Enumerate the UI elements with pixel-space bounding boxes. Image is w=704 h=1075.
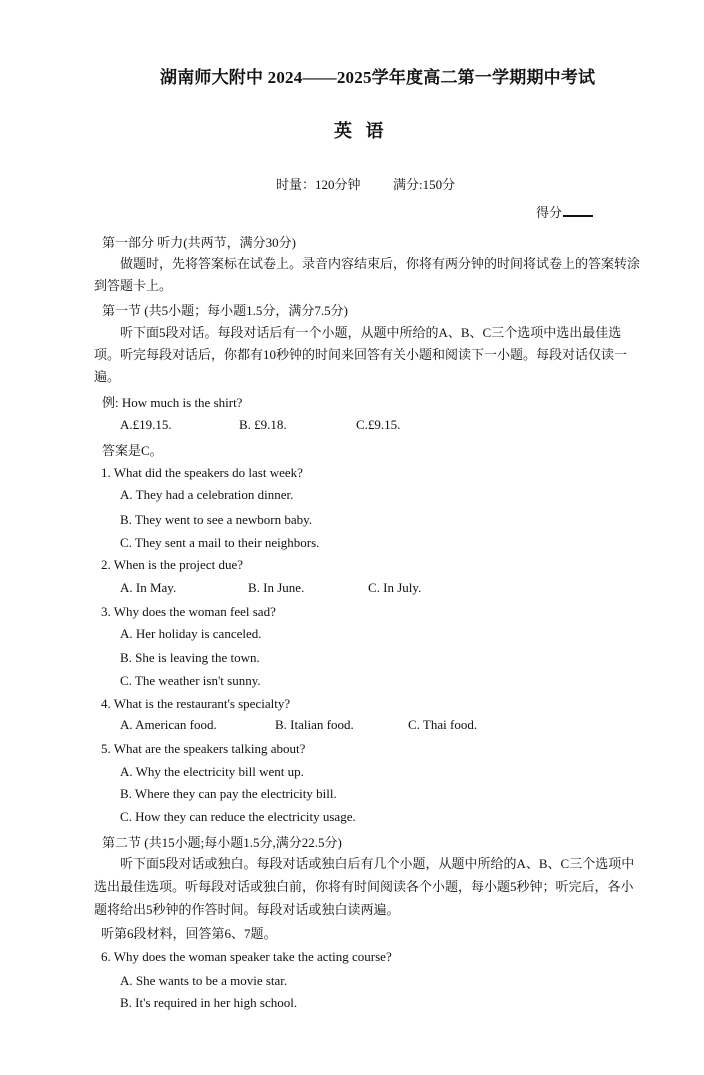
q5-option-c: C. How they can reduce the electricity usage. (120, 809, 356, 824)
q3-option-a: A. Her holiday is canceled. (120, 626, 262, 641)
question-4: 4. What is the restaurant's specialty? (101, 696, 291, 711)
q1-option-a: A. They had a celebration dinner. (120, 487, 294, 502)
q2-option-a: A. In May. (120, 580, 177, 595)
exam-title: 湖南师大附中 2024——2025学年度高二第一学期期中考试 (160, 68, 596, 87)
score-field-label: 得分 (536, 205, 563, 220)
q2-option-b: B. In June. (248, 580, 305, 595)
section1-instruction: 听下面5段对话。每段对话后有一个小题，从题中所给的A、B、C三个选项中选出最佳选项。听完每段对话后，你都有10秒钟的时间来回答有关小题和阅读下一小题。每段对话仅读一遍。 (94, 325, 628, 384)
example-option-b: B. £9.18. (239, 417, 287, 432)
q4-option-c: C. Thai food. (408, 717, 478, 732)
q1-option-c: C. They sent a mail to their neighbors. (120, 535, 320, 550)
score-field (536, 202, 593, 221)
question-1: 1. What did the speakers do last week? (101, 465, 303, 480)
question-5: 5. What are the speakers talking about? (101, 741, 306, 756)
q3-option-c: C. The weather isn't sunny. (120, 673, 261, 688)
score-blank[interactable] (563, 205, 593, 217)
question-2: 2. When is the project due? (101, 557, 243, 572)
q6-option-b: B. It's required in her high school. (120, 995, 298, 1010)
section2-heading: 第二节 (共15小题;每小题1.5分,满分22.5分) (102, 835, 342, 850)
example-answer: 答案是C。 (102, 443, 163, 458)
example-option-c: C.£9.15. (356, 417, 401, 432)
example-option-a: A.£19.15. (120, 417, 172, 432)
q4-option-b: B. Italian food. (275, 717, 354, 732)
q5-option-b: B. Where they can pay the electricity bill. (120, 786, 337, 801)
q4-option-a: A. American food. (120, 717, 217, 732)
subject-title: 英 语 (334, 121, 384, 141)
example-question: 例: How much is the shirt? (102, 395, 243, 410)
question-3: 3. Why does the woman feel sad? (101, 604, 276, 619)
section1-heading: 第一节 (共5小题；每小题1.5分，满分7.5分) (102, 303, 348, 318)
q3-option-b: B. She is leaving the town. (120, 650, 260, 665)
question-6: 6. Why does the woman speaker take the acting course? (101, 949, 392, 964)
q2-option-c: C. In July. (368, 580, 422, 595)
material-note: 听第6段材料，回答第6、7题。 (101, 926, 277, 941)
full-score: 满分:150分 (393, 177, 456, 192)
part1-instruction: 做题时，先将答案标在试卷上。录音内容结束后，你将有两分钟的时间将试卷上的答案转涂到答题卡上。 (94, 256, 641, 293)
q6-option-a: A. She wants to be a movie star. (120, 973, 288, 988)
q1-option-b: B. They went to see a newborn baby. (120, 512, 313, 527)
part1-heading: 第一部分 听力(共两节，满分30分) (102, 235, 296, 250)
time-limit: 时量：120分钟 (276, 177, 361, 192)
q5-option-a: A. Why the electricity bill went up. (120, 764, 304, 779)
section2-instruction: 听下面5段对话或独白。每段对话或独白后有几个小题，从题中所给的A、B、C三个选项中选出最佳选项。听每段对话或独白前，你将有时间阅读各个小题，每小题5秒钟；听完后，各小题将给出5秒钟的作答时间。每段对话或独白读两遍。 (94, 856, 635, 917)
